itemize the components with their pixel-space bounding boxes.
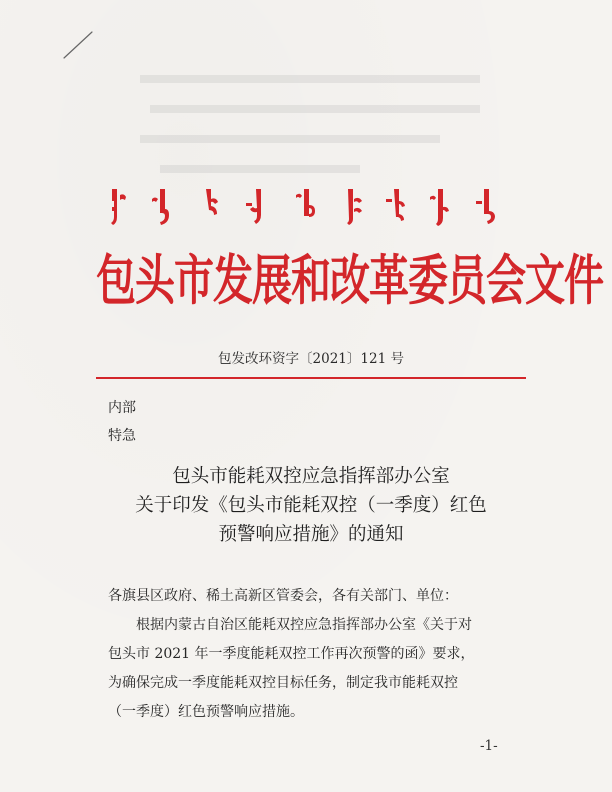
title-line-3: 预警响应措施》的通知 bbox=[218, 524, 404, 545]
red-divider-rule bbox=[96, 377, 526, 379]
body-line-4: （一季度）红色预警响应措施。 bbox=[108, 704, 304, 720]
mongolian-script-header bbox=[108, 185, 518, 227]
document-number: 包发改环资字〔2021〕121 号 bbox=[218, 351, 404, 367]
body-line-2: 包头市 2021 年一季度能耗双控工作再次预警的函》要求， bbox=[108, 646, 475, 662]
document-title bbox=[96, 462, 526, 549]
classification-urgency: 特急 bbox=[108, 428, 136, 444]
title-line-1: 包头市能耗双控应急指挥部办公室 bbox=[172, 466, 450, 487]
document-body bbox=[108, 582, 523, 727]
recipients-line: 各旗县区政府、稀土高新区管委会，各有关部门、单位： bbox=[108, 588, 458, 604]
title-line-2: 关于印发《包头市能耗双控（一季度）红色 bbox=[135, 495, 487, 516]
agency-title: 包头市发展和改革委员会文件 bbox=[96, 248, 603, 313]
bleed-through-texture bbox=[140, 70, 500, 180]
body-line-3: 为确保完成一季度能耗双控目标任务，制定我市能耗双控 bbox=[108, 675, 458, 691]
page-number: -1- bbox=[480, 738, 498, 754]
classification-scope: 内部 bbox=[108, 400, 136, 416]
pen-mark-icon bbox=[62, 30, 94, 60]
body-line-1: 根据内蒙古自治区能耗双控应急指挥部办公室《关于对 bbox=[136, 617, 472, 633]
